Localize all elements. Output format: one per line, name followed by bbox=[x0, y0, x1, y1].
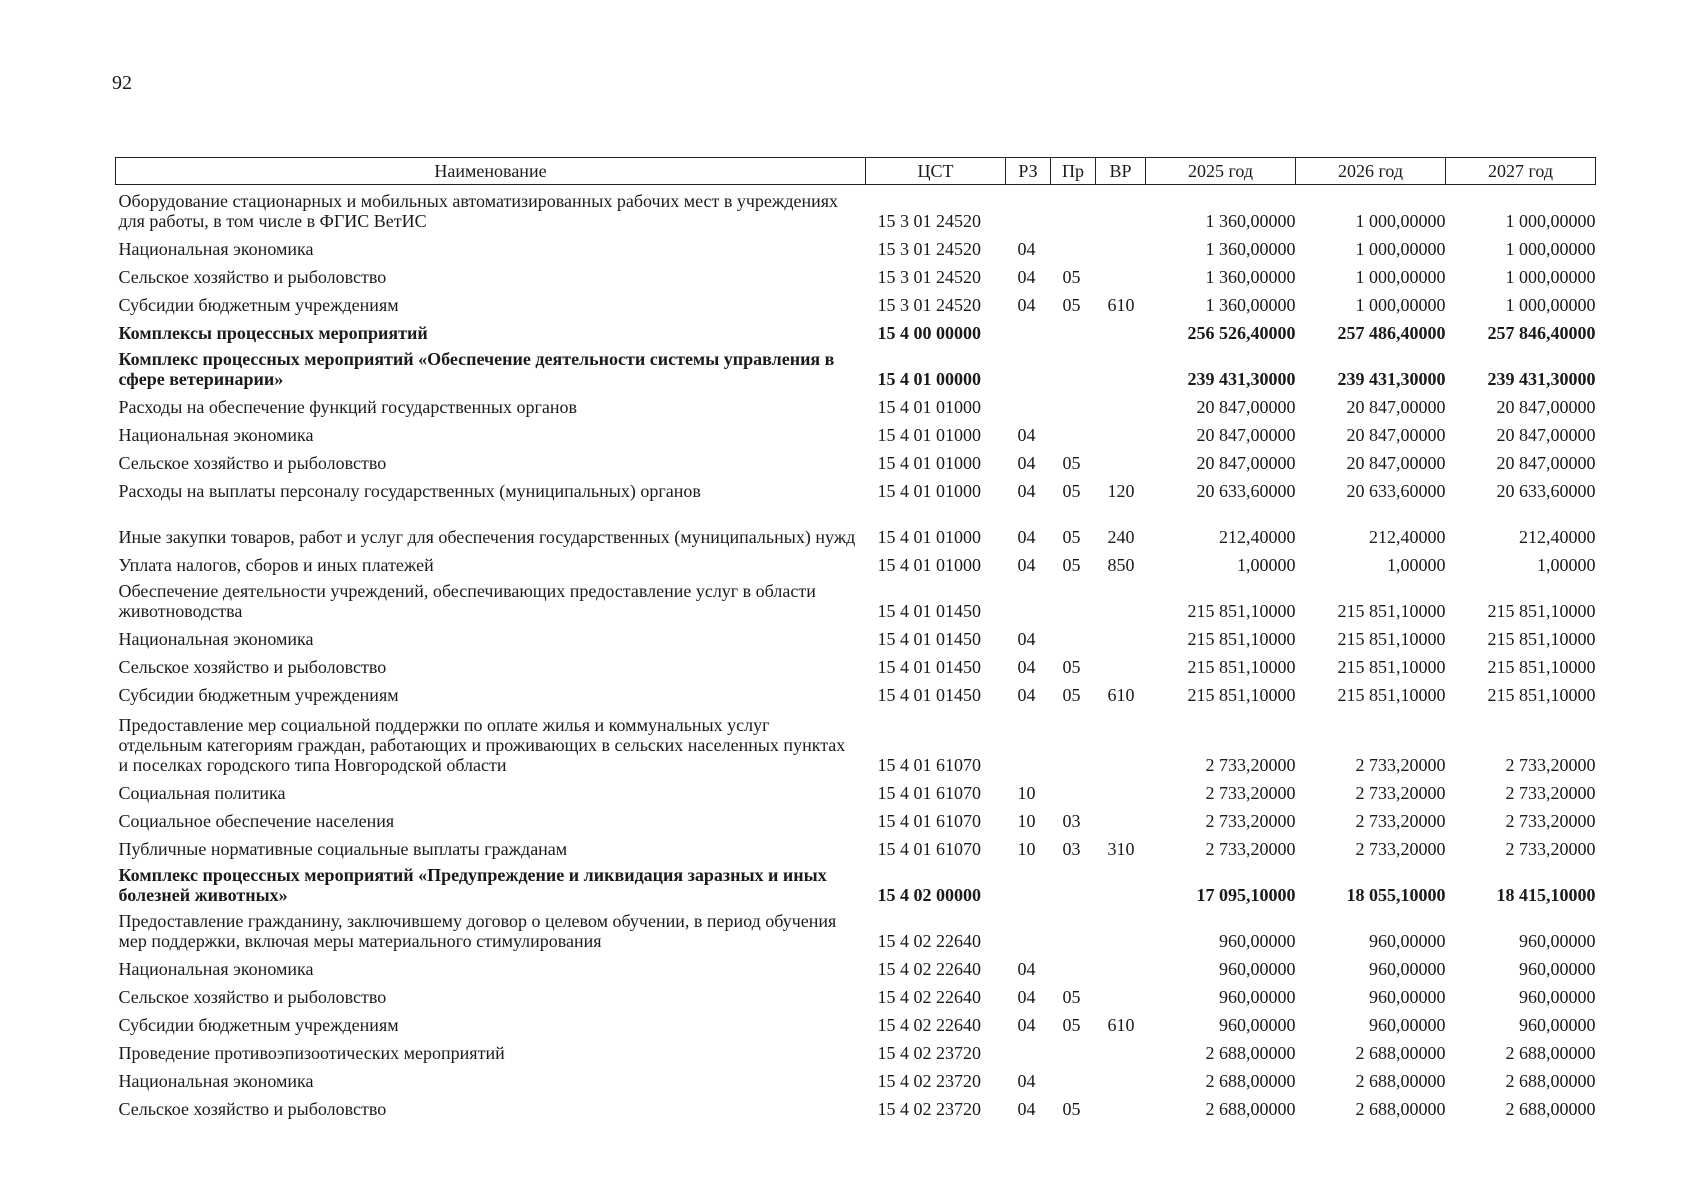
cell-2025: 2 688,00000 bbox=[1205, 1071, 1296, 1091]
cell-vr bbox=[1096, 1091, 1146, 1119]
cell-2025: 1 360,00000 bbox=[1205, 239, 1296, 259]
table-row bbox=[116, 831, 1596, 859]
cell-2025: 960,00000 bbox=[1219, 987, 1296, 1007]
cell-rz: 04 bbox=[1017, 629, 1036, 649]
cell-2027: 1 000,00000 bbox=[1505, 211, 1596, 231]
cell-2027: 1 000,00000 bbox=[1505, 239, 1596, 259]
cell-2027: 960,00000 bbox=[1519, 987, 1596, 1007]
cell-2025: 20 633,60000 bbox=[1196, 481, 1296, 501]
table-row bbox=[116, 803, 1596, 831]
cell-2025: 960,00000 bbox=[1219, 931, 1296, 951]
cell-cst: 15 4 01 01450 bbox=[877, 685, 981, 705]
table-row bbox=[116, 185, 1596, 232]
table-header bbox=[116, 158, 1596, 185]
table-row bbox=[116, 231, 1596, 259]
cell-rz bbox=[1006, 389, 1051, 417]
cell-rz bbox=[1006, 859, 1051, 905]
table-row bbox=[116, 1035, 1596, 1063]
cell-2026: 960,00000 bbox=[1369, 931, 1446, 951]
cell-vr bbox=[1096, 343, 1146, 389]
cell-2026: 215 851,10000 bbox=[1337, 601, 1446, 621]
table-row bbox=[116, 649, 1596, 677]
cell-pr: 03 bbox=[1062, 839, 1081, 859]
cell-name: Сельское хозяйство и рыболовство bbox=[118, 657, 387, 677]
cell-2026: 20 847,00000 bbox=[1346, 397, 1446, 417]
cell-rz: 04 bbox=[1017, 959, 1036, 979]
cell-2026: 960,00000 bbox=[1369, 1015, 1446, 1035]
table-row bbox=[116, 259, 1596, 287]
table-row bbox=[116, 287, 1596, 315]
cell-cst: 15 4 01 61070 bbox=[877, 839, 981, 859]
table-row bbox=[116, 775, 1596, 803]
table-row bbox=[116, 417, 1596, 445]
cell-cst: 15 4 01 61070 bbox=[877, 783, 981, 803]
cell-name: Субсидии бюджетным учреждениям bbox=[118, 295, 399, 315]
cell-2026: 1 000,00000 bbox=[1355, 239, 1446, 259]
cell-pr: 05 bbox=[1062, 1015, 1081, 1035]
cell-2027: 2 733,20000 bbox=[1505, 811, 1596, 831]
cell-vr bbox=[1096, 979, 1146, 1007]
cell-pr: 05 bbox=[1062, 481, 1081, 501]
cell-pr bbox=[1051, 1063, 1096, 1091]
table-row bbox=[116, 621, 1596, 649]
cell-cst: 15 4 02 22640 bbox=[877, 959, 981, 979]
cell-2026: 2 688,00000 bbox=[1355, 1043, 1446, 1063]
cell-2027: 2 733,20000 bbox=[1505, 755, 1596, 775]
cell-name: Национальная экономика bbox=[118, 959, 314, 979]
cell-2027: 2 733,20000 bbox=[1505, 783, 1596, 803]
table-row bbox=[116, 859, 1596, 905]
cell-pr: 05 bbox=[1062, 453, 1081, 473]
table-row bbox=[116, 1091, 1596, 1119]
cell-vr bbox=[1096, 315, 1146, 343]
cell-name: Предоставление гражданину, заключившему договор о целевом обучении, в период обучения мер поддержки, включая меры материального стимулирования bbox=[118, 911, 837, 951]
cell-2025: 256 526,40000 bbox=[1187, 323, 1296, 343]
cell-pr bbox=[1051, 859, 1096, 905]
cell-rz bbox=[1006, 315, 1051, 343]
cell-pr bbox=[1051, 343, 1096, 389]
cell-vr bbox=[1096, 951, 1146, 979]
cell-2026: 212,40000 bbox=[1369, 527, 1446, 547]
cell-rz: 04 bbox=[1017, 1099, 1036, 1119]
cell-cst: 15 4 01 01000 bbox=[877, 425, 981, 445]
cell-name: Сельское хозяйство и рыболовство bbox=[118, 453, 387, 473]
cell-rz: 04 bbox=[1017, 295, 1036, 315]
cell-pr bbox=[1051, 315, 1096, 343]
header-rz: РЗ bbox=[1006, 158, 1051, 185]
cell-cst: 15 4 02 23720 bbox=[877, 1071, 981, 1091]
cell-2026: 2 733,20000 bbox=[1355, 811, 1446, 831]
cell-2025: 2 733,20000 bbox=[1205, 783, 1296, 803]
cell-pr: 05 bbox=[1062, 657, 1081, 677]
cell-2027: 20 847,00000 bbox=[1496, 397, 1596, 417]
cell-2027: 20 847,00000 bbox=[1496, 453, 1596, 473]
cell-2026: 960,00000 bbox=[1369, 959, 1446, 979]
cell-pr: 05 bbox=[1062, 555, 1081, 575]
cell-name: Публичные нормативные социальные выплаты гражданам bbox=[118, 839, 568, 859]
cell-2027: 1 000,00000 bbox=[1505, 267, 1596, 287]
cell-rz bbox=[1006, 905, 1051, 951]
table-row bbox=[116, 343, 1596, 389]
cell-2027: 2 733,20000 bbox=[1505, 839, 1596, 859]
cell-2025: 20 847,00000 bbox=[1196, 397, 1296, 417]
cell-cst: 15 4 01 01000 bbox=[877, 555, 981, 575]
cell-rz: 04 bbox=[1017, 1015, 1036, 1035]
cell-vr bbox=[1096, 445, 1146, 473]
cell-name: Иные закупки товаров, работ и услуг для обеспечения государственных (муниципальных) нужд bbox=[118, 527, 856, 547]
cell-2025: 1 360,00000 bbox=[1205, 211, 1296, 231]
cell-2025: 1 360,00000 bbox=[1205, 267, 1296, 287]
cell-pr bbox=[1051, 951, 1096, 979]
cell-2027: 2 688,00000 bbox=[1505, 1043, 1596, 1063]
cell-name: Национальная экономика bbox=[118, 425, 314, 445]
cell-name: Сельское хозяйство и рыболовство bbox=[118, 987, 387, 1007]
cell-vr bbox=[1096, 859, 1146, 905]
table-row bbox=[116, 979, 1596, 1007]
cell-2027: 960,00000 bbox=[1519, 1015, 1596, 1035]
cell-name: Уплата налогов, сборов и иных платежей bbox=[118, 555, 434, 575]
cell-2027: 20 847,00000 bbox=[1496, 425, 1596, 445]
cell-cst: 15 4 01 01450 bbox=[877, 629, 981, 649]
table-row bbox=[116, 951, 1596, 979]
cell-name: Расходы на выплаты персоналу государственных (муниципальных) органов bbox=[118, 481, 701, 501]
header-name: Наименование bbox=[116, 158, 866, 185]
table-row bbox=[116, 315, 1596, 343]
cell-vr: 610 bbox=[1107, 1015, 1135, 1035]
cell-cst: 15 4 01 00000 bbox=[877, 369, 981, 389]
cell-2025: 17 095,10000 bbox=[1196, 885, 1296, 905]
cell-pr bbox=[1051, 231, 1096, 259]
cell-2027: 1 000,00000 bbox=[1505, 295, 1596, 315]
cell-name: Субсидии бюджетным учреждениям bbox=[118, 1015, 399, 1035]
cell-2025: 2 688,00000 bbox=[1205, 1043, 1296, 1063]
cell-pr bbox=[1051, 185, 1096, 232]
cell-name: Социальная политика bbox=[118, 783, 286, 803]
cell-2025: 960,00000 bbox=[1219, 959, 1296, 979]
cell-name: Проведение противоэпизоотических мероприятий bbox=[118, 1043, 505, 1063]
cell-2026: 18 055,10000 bbox=[1346, 885, 1446, 905]
cell-2025: 215 851,10000 bbox=[1187, 601, 1296, 621]
cell-vr: 240 bbox=[1107, 527, 1135, 547]
cell-rz bbox=[1006, 343, 1051, 389]
cell-pr: 05 bbox=[1062, 1099, 1081, 1119]
cell-2026: 2 733,20000 bbox=[1355, 839, 1446, 859]
cell-cst: 15 4 02 23720 bbox=[877, 1043, 981, 1063]
cell-2026: 2 688,00000 bbox=[1355, 1071, 1446, 1091]
cell-pr bbox=[1051, 1035, 1096, 1063]
cell-vr bbox=[1096, 389, 1146, 417]
cell-2027: 2 688,00000 bbox=[1505, 1071, 1596, 1091]
cell-2026: 960,00000 bbox=[1369, 987, 1446, 1007]
cell-2025: 1,00000 bbox=[1237, 555, 1296, 575]
cell-rz: 04 bbox=[1017, 481, 1036, 501]
table-row bbox=[116, 445, 1596, 473]
cell-name: Комплекс процессных мероприятий «Обеспечение деятельности системы управления в сфере ветеринарии» bbox=[118, 349, 835, 389]
cell-name: Социальное обеспечение населения bbox=[118, 811, 395, 831]
cell-cst: 15 3 01 24520 bbox=[877, 267, 981, 287]
table-row bbox=[116, 677, 1596, 705]
cell-vr bbox=[1096, 1063, 1146, 1091]
cell-cst: 15 4 02 22640 bbox=[877, 1015, 981, 1035]
table-row bbox=[116, 473, 1596, 501]
cell-2026: 215 851,10000 bbox=[1337, 657, 1446, 677]
cell-cst: 15 3 01 24520 bbox=[877, 295, 981, 315]
cell-2025: 20 847,00000 bbox=[1196, 425, 1296, 445]
cell-rz bbox=[1006, 185, 1051, 232]
table-row bbox=[116, 575, 1596, 621]
cell-vr bbox=[1096, 775, 1146, 803]
cell-vr: 850 bbox=[1107, 555, 1135, 575]
cell-vr bbox=[1096, 621, 1146, 649]
table-row bbox=[116, 705, 1596, 775]
cell-2025: 2 688,00000 bbox=[1205, 1099, 1296, 1119]
cell-vr bbox=[1096, 649, 1146, 677]
cell-rz: 04 bbox=[1017, 425, 1036, 445]
cell-cst: 15 4 01 01000 bbox=[877, 397, 981, 417]
cell-rz: 04 bbox=[1017, 657, 1036, 677]
cell-rz: 10 bbox=[1017, 839, 1036, 859]
cell-cst: 15 4 02 00000 bbox=[877, 885, 981, 905]
cell-cst: 15 4 01 01450 bbox=[877, 657, 981, 677]
page-number: 92 bbox=[112, 72, 132, 94]
cell-name: Комплексы процессных мероприятий bbox=[118, 323, 428, 343]
cell-pr: 05 bbox=[1062, 527, 1081, 547]
cell-rz: 04 bbox=[1017, 555, 1036, 575]
cell-name: Сельское хозяйство и рыболовство bbox=[118, 267, 387, 287]
cell-rz: 04 bbox=[1017, 685, 1036, 705]
cell-2027: 215 851,10000 bbox=[1487, 601, 1596, 621]
cell-2026: 20 847,00000 bbox=[1346, 453, 1446, 473]
cell-pr bbox=[1051, 905, 1096, 951]
cell-rz: 10 bbox=[1017, 811, 1036, 831]
cell-2025: 1 360,00000 bbox=[1205, 295, 1296, 315]
header-pr: Пр bbox=[1051, 158, 1096, 185]
cell-rz: 04 bbox=[1017, 1071, 1036, 1091]
cell-2025: 215 851,10000 bbox=[1187, 629, 1296, 649]
cell-name: Комплекс процессных мероприятий «Предупреждение и ликвидация заразных и иных болезней животных» bbox=[118, 865, 827, 905]
cell-vr bbox=[1096, 705, 1146, 775]
cell-pr bbox=[1051, 621, 1096, 649]
cell-2026: 1 000,00000 bbox=[1355, 211, 1446, 231]
table-row bbox=[116, 905, 1596, 951]
cell-2026: 257 486,40000 bbox=[1337, 323, 1446, 343]
cell-vr: 120 bbox=[1107, 481, 1135, 501]
cell-cst: 15 3 01 24520 bbox=[877, 211, 981, 231]
cell-cst: 15 4 00 00000 bbox=[877, 323, 981, 343]
table-row bbox=[116, 389, 1596, 417]
cell-name: Национальная экономика bbox=[118, 629, 314, 649]
cell-name: Оборудование стационарных и мобильных автоматизированных рабочих мест в учреждениях для работы, в том числе в ФГИС ВетИС bbox=[118, 191, 839, 231]
cell-vr: 610 bbox=[1107, 295, 1135, 315]
cell-cst: 15 3 01 24520 bbox=[877, 239, 981, 259]
cell-vr bbox=[1096, 259, 1146, 287]
cell-rz bbox=[1006, 575, 1051, 621]
cell-2027: 2 688,00000 bbox=[1505, 1099, 1596, 1119]
cell-2025: 20 847,00000 bbox=[1196, 453, 1296, 473]
cell-2026: 1,00000 bbox=[1387, 555, 1446, 575]
table-row bbox=[116, 501, 1596, 547]
cell-pr bbox=[1051, 417, 1096, 445]
cell-name: Субсидии бюджетным учреждениям bbox=[118, 685, 399, 705]
cell-2025: 215 851,10000 bbox=[1187, 685, 1296, 705]
header-2027: 2027 год bbox=[1446, 158, 1596, 185]
cell-cst: 15 4 02 22640 bbox=[877, 987, 981, 1007]
cell-2026: 20 847,00000 bbox=[1346, 425, 1446, 445]
cell-2025: 239 431,30000 bbox=[1187, 369, 1296, 389]
cell-2027: 18 415,10000 bbox=[1496, 885, 1596, 905]
cell-pr: 05 bbox=[1062, 987, 1081, 1007]
cell-2027: 215 851,10000 bbox=[1487, 685, 1596, 705]
cell-cst: 15 4 01 01000 bbox=[877, 481, 981, 501]
cell-pr: 03 bbox=[1062, 811, 1081, 831]
header-2026: 2026 год bbox=[1296, 158, 1446, 185]
cell-vr bbox=[1096, 803, 1146, 831]
header-vr: ВР bbox=[1096, 158, 1146, 185]
cell-2027: 215 851,10000 bbox=[1487, 629, 1596, 649]
cell-2027: 257 846,40000 bbox=[1487, 323, 1596, 343]
cell-vr bbox=[1096, 417, 1146, 445]
cell-2027: 20 633,60000 bbox=[1496, 481, 1596, 501]
cell-2027: 1,00000 bbox=[1537, 555, 1596, 575]
cell-2027: 960,00000 bbox=[1519, 931, 1596, 951]
cell-vr bbox=[1096, 575, 1146, 621]
cell-2027: 239 431,30000 bbox=[1487, 369, 1596, 389]
cell-vr: 310 bbox=[1107, 839, 1135, 859]
cell-name: Национальная экономика bbox=[118, 239, 314, 259]
header-2025: 2025 год bbox=[1146, 158, 1296, 185]
cell-cst: 15 4 01 01000 bbox=[877, 453, 981, 473]
cell-2026: 2 688,00000 bbox=[1355, 1099, 1446, 1119]
table-row bbox=[116, 1007, 1596, 1035]
cell-2026: 2 733,20000 bbox=[1355, 783, 1446, 803]
cell-2027: 212,40000 bbox=[1519, 527, 1596, 547]
cell-vr bbox=[1096, 185, 1146, 232]
cell-vr: 610 bbox=[1107, 685, 1135, 705]
cell-2026: 20 633,60000 bbox=[1346, 481, 1446, 501]
cell-2025: 212,40000 bbox=[1219, 527, 1296, 547]
cell-rz bbox=[1006, 1035, 1051, 1063]
cell-2025: 2 733,20000 bbox=[1205, 811, 1296, 831]
cell-cst: 15 4 02 22640 bbox=[877, 931, 981, 951]
cell-rz: 04 bbox=[1017, 267, 1036, 287]
cell-2026: 2 733,20000 bbox=[1355, 755, 1446, 775]
cell-2026: 215 851,10000 bbox=[1337, 629, 1446, 649]
cell-name: Национальная экономика bbox=[118, 1071, 314, 1091]
cell-cst: 15 4 01 01450 bbox=[877, 601, 981, 621]
cell-pr: 05 bbox=[1062, 685, 1081, 705]
cell-cst: 15 4 01 61070 bbox=[877, 811, 981, 831]
cell-vr bbox=[1096, 231, 1146, 259]
cell-pr bbox=[1051, 389, 1096, 417]
cell-name: Предоставление мер социальной поддержки по оплате жилья и коммунальных услуг отдельным категориям граждан, работающих и проживающих в сельских населенных пунктах и поселках городского типа Новгородской области bbox=[118, 715, 846, 775]
cell-name: Расходы на обеспечение функций государственных органов bbox=[118, 397, 577, 417]
header-cst: ЦСТ bbox=[866, 158, 1006, 185]
cell-2025: 2 733,20000 bbox=[1205, 839, 1296, 859]
cell-pr: 05 bbox=[1062, 295, 1081, 315]
cell-pr bbox=[1051, 775, 1096, 803]
cell-2026: 215 851,10000 bbox=[1337, 685, 1446, 705]
table-row bbox=[116, 1063, 1596, 1091]
cell-rz: 04 bbox=[1017, 239, 1036, 259]
cell-2025: 2 733,20000 bbox=[1205, 755, 1296, 775]
cell-2025: 960,00000 bbox=[1219, 1015, 1296, 1035]
cell-cst: 15 4 02 23720 bbox=[877, 1099, 981, 1119]
cell-2025: 215 851,10000 bbox=[1187, 657, 1296, 677]
cell-2026: 1 000,00000 bbox=[1355, 267, 1446, 287]
cell-pr: 05 bbox=[1062, 267, 1081, 287]
cell-2027: 215 851,10000 bbox=[1487, 657, 1596, 677]
cell-pr bbox=[1051, 705, 1096, 775]
cell-pr bbox=[1051, 575, 1096, 621]
cell-rz: 04 bbox=[1017, 453, 1036, 473]
table-row bbox=[116, 547, 1596, 575]
cell-2026: 239 431,30000 bbox=[1337, 369, 1446, 389]
cell-name: Обеспечение деятельности учреждений, обеспечивающих предоставление услуг в области животноводства bbox=[118, 581, 816, 621]
cell-rz: 04 bbox=[1017, 987, 1036, 1007]
cell-rz: 04 bbox=[1017, 527, 1036, 547]
cell-vr bbox=[1096, 905, 1146, 951]
table-body bbox=[116, 185, 1596, 1120]
cell-2026: 1 000,00000 bbox=[1355, 295, 1446, 315]
cell-name: Сельское хозяйство и рыболовство bbox=[118, 1099, 387, 1119]
budget-table bbox=[115, 157, 1596, 1119]
cell-cst: 15 4 01 61070 bbox=[877, 755, 981, 775]
cell-2027: 960,00000 bbox=[1519, 959, 1596, 979]
cell-rz bbox=[1006, 705, 1051, 775]
cell-vr bbox=[1096, 1035, 1146, 1063]
cell-cst: 15 4 01 01000 bbox=[877, 527, 981, 547]
cell-rz: 10 bbox=[1017, 783, 1036, 803]
